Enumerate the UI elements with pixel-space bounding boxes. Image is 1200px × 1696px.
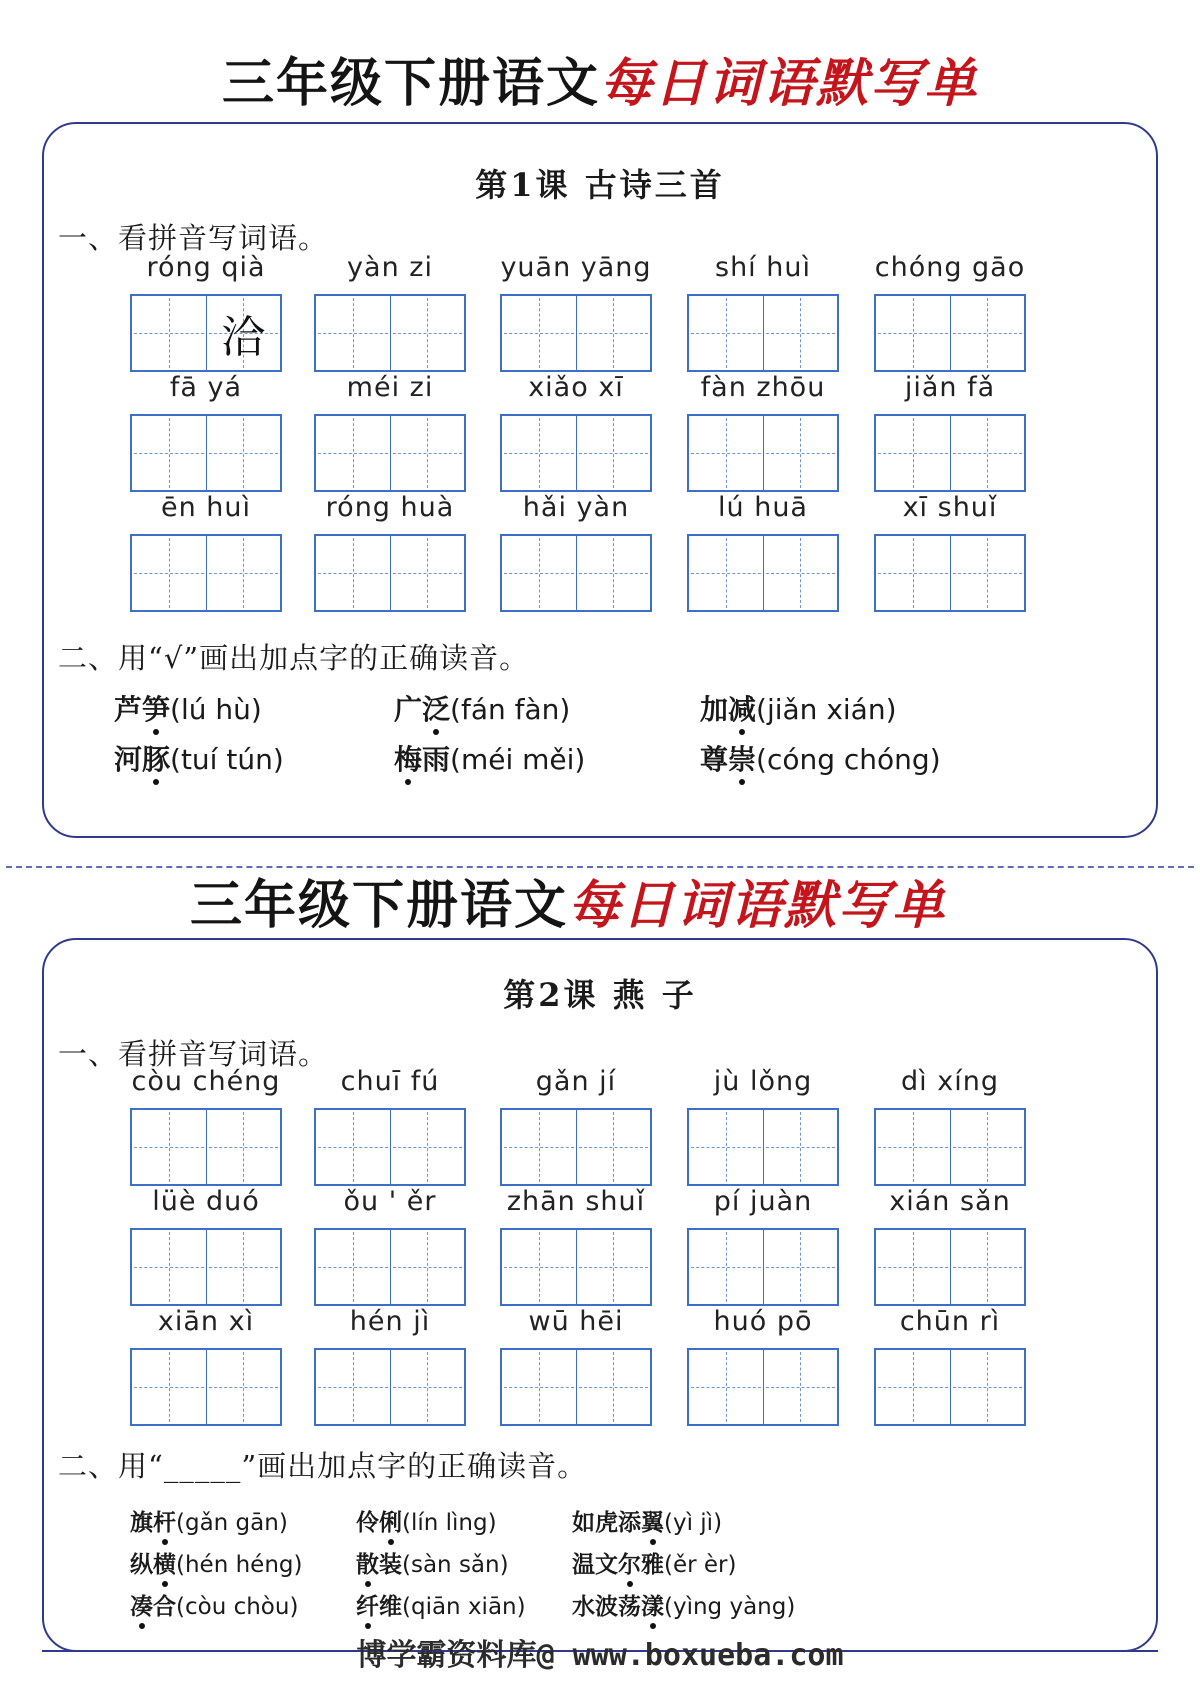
pinyin-label: còu chéng: [131, 1066, 281, 1097]
pinyin-label: gǎn jí: [535, 1066, 617, 1097]
pinyin-label: ǒu ' ěr: [343, 1186, 437, 1217]
tian-zi-cell[interactable]: [502, 536, 577, 610]
dotted-char: 翼: [641, 1509, 664, 1536]
writing-grid[interactable]: [687, 1228, 839, 1306]
writing-grid[interactable]: [687, 294, 839, 372]
tian-zi-cell[interactable]: [951, 296, 1025, 370]
section-1-heading: 一、看拼音写词语。: [58, 1037, 329, 1071]
dotted-char: 纤: [356, 1593, 379, 1620]
reading-choice[interactable]: [114, 688, 262, 728]
tian-zi-cell[interactable]: [391, 1350, 465, 1424]
reading-choice[interactable]: [356, 1504, 497, 1537]
pinyin-label: hén jì: [349, 1306, 431, 1337]
word-part: 纵: [130, 1551, 153, 1578]
tian-zi-cell[interactable]: [316, 416, 391, 490]
reading-choice[interactable]: [356, 1588, 526, 1621]
tian-zi-cell[interactable]: [577, 1230, 651, 1304]
pinyin-options: (cóng chóng): [756, 743, 941, 776]
tian-zi-cell[interactable]: [876, 296, 951, 370]
tian-zi-cell[interactable]: [577, 1350, 651, 1424]
tian-zi-cell[interactable]: [391, 1230, 465, 1304]
tian-zi-cell[interactable]: [951, 416, 1025, 490]
section-2-heading: 二、用“_____”画出加点字的正确读音。: [58, 1449, 588, 1483]
worksheet-1-panel: [42, 122, 1158, 838]
writing-grid[interactable]: [500, 294, 652, 372]
writing-grid[interactable]: [687, 1108, 839, 1186]
pinyin-label: chūn rì: [899, 1306, 1001, 1337]
tian-zi-cell[interactable]: [132, 1230, 207, 1304]
word-part: 如虎添: [572, 1509, 641, 1536]
lesson-1-title: 第1课 古诗三首: [475, 166, 725, 204]
tian-zi-cell[interactable]: [876, 536, 951, 610]
reading-choice[interactable]: [130, 1504, 288, 1537]
reading-choice[interactable]: [572, 1504, 722, 1537]
tian-zi-cell[interactable]: [132, 416, 207, 490]
pinyin-label: fàn zhōu: [700, 372, 826, 403]
pinyin-options: (sàn sǎn): [402, 1552, 509, 1578]
word-part: 旗: [130, 1509, 153, 1536]
pinyin-options: (ěr èr): [664, 1552, 737, 1578]
pinyin-label: lú huā: [718, 492, 808, 523]
word-part: 雨: [422, 743, 451, 776]
pinyin-label: chuī fú: [340, 1066, 440, 1097]
word-part: 广: [394, 693, 423, 726]
tian-zi-cell[interactable]: [502, 296, 577, 370]
pinyin-options: (jiǎn xián): [756, 693, 897, 726]
tian-zi-cell[interactable]: [391, 536, 465, 610]
tian-zi-cell[interactable]: [689, 1110, 764, 1184]
reading-choice[interactable]: [356, 1546, 509, 1579]
pinyin-label: róng huà: [325, 492, 455, 523]
tian-zi-cell[interactable]: [502, 1110, 577, 1184]
word-part: 水波荡: [572, 1593, 641, 1620]
pinyin-label: shí huì: [715, 252, 811, 283]
dotted-char: 崇: [728, 743, 757, 776]
tian-zi-cell[interactable]: [764, 1110, 838, 1184]
pinyin-options: (tuí tún): [170, 743, 284, 776]
footer-watermark: 博学霸资料库@ www.boxueba.com: [356, 1638, 844, 1673]
pinyin-label: ēn huì: [160, 492, 252, 523]
dotted-char: 俐: [379, 1509, 402, 1536]
tian-zi-cell[interactable]: [764, 536, 838, 610]
pinyin-label: pí juàn: [713, 1186, 813, 1217]
dotted-char: 杆: [153, 1509, 176, 1536]
tian-zi-cell[interactable]: [876, 1230, 951, 1304]
pinyin-label: fā yá: [169, 372, 243, 403]
writing-grid[interactable]: [314, 1348, 466, 1426]
writing-grid[interactable]: [314, 1228, 466, 1306]
tian-zi-cell[interactable]: [689, 1230, 764, 1304]
pinyin-label: lüè duó: [152, 1186, 260, 1217]
reading-choice[interactable]: [130, 1546, 302, 1579]
word-part: 河: [114, 743, 143, 776]
pinyin-options: (lú hù): [170, 693, 262, 726]
pinyin-label: xián sǎn: [889, 1186, 1011, 1217]
tian-zi-cell[interactable]: [207, 296, 281, 370]
tian-zi-cell[interactable]: [577, 296, 651, 370]
reading-choice[interactable]: [114, 738, 284, 778]
dotted-char: 横: [153, 1551, 176, 1578]
tian-zi-cell[interactable]: [207, 1110, 281, 1184]
pinyin-options: (còu chòu): [176, 1594, 299, 1620]
section-1-heading: 一、看拼音写词语。: [58, 221, 329, 255]
dotted-char: 梅: [394, 743, 423, 776]
pinyin-options: (fán fàn): [450, 693, 571, 726]
writing-grid[interactable]: [500, 1348, 652, 1426]
pinyin-label: dì xíng: [901, 1066, 999, 1097]
pinyin-options: (lín lìng): [402, 1510, 497, 1536]
dotted-char: 豚: [142, 743, 171, 776]
dotted-char: 泛: [422, 693, 451, 726]
tian-zi-cell[interactable]: [132, 536, 207, 610]
reading-choice[interactable]: [700, 738, 941, 778]
writing-grid[interactable]: [130, 414, 282, 492]
tian-zi-cell[interactable]: [764, 296, 838, 370]
tian-zi-cell[interactable]: [132, 1110, 207, 1184]
writing-grid[interactable]: [874, 414, 1026, 492]
pinyin-label: chóng gāo: [874, 252, 1026, 283]
writing-grid[interactable]: [130, 1348, 282, 1426]
reading-choice[interactable]: [394, 688, 570, 728]
writing-grid[interactable]: [687, 534, 839, 612]
tian-zi-cell[interactable]: [391, 416, 465, 490]
word-part: 合: [153, 1593, 176, 1620]
word-part: 装: [379, 1551, 402, 1578]
writing-grid[interactable]: [500, 1228, 652, 1306]
dotted-char: 减: [728, 693, 757, 726]
worksheet-1-title: [0, 53, 1200, 114]
writing-grid[interactable]: [500, 534, 652, 612]
reading-choice[interactable]: [572, 1588, 795, 1621]
tian-zi-cell[interactable]: [316, 1110, 391, 1184]
title-black-text: 三年级下册语文: [221, 53, 600, 114]
tian-zi-cell[interactable]: [876, 416, 951, 490]
pinyin-label: róng qià: [146, 252, 266, 283]
lesson-2-title: 第2课 燕 子: [503, 976, 697, 1014]
writing-grid[interactable]: [130, 1108, 282, 1186]
tian-zi-cell[interactable]: [391, 296, 465, 370]
dotted-char: 笋: [142, 693, 171, 726]
pinyin-options: (qiān xiān): [402, 1594, 526, 1620]
tian-zi-cell[interactable]: [207, 1350, 281, 1424]
word-part: 伶: [356, 1509, 379, 1536]
pinyin-label: yàn zi: [347, 252, 433, 283]
tian-zi-cell[interactable]: [951, 536, 1025, 610]
writing-grid[interactable]: [500, 414, 652, 492]
word-part: 加: [700, 693, 729, 726]
tian-zi-cell[interactable]: [951, 1350, 1025, 1424]
pinyin-label: xiǎo xī: [528, 372, 624, 403]
writing-grid[interactable]: [874, 1348, 1026, 1426]
tian-zi-cell[interactable]: [577, 1110, 651, 1184]
writing-grid[interactable]: [687, 414, 839, 492]
tian-zi-cell[interactable]: [207, 416, 281, 490]
cell-char: 洽: [221, 312, 266, 363]
tian-zi-cell[interactable]: [207, 1230, 281, 1304]
tian-zi-cell[interactable]: [316, 296, 391, 370]
writing-grid[interactable]: [314, 534, 466, 612]
tian-zi-cell[interactable]: [577, 536, 651, 610]
writing-grid[interactable]: [314, 294, 466, 372]
word-part: 雅: [641, 1551, 664, 1578]
writing-grid[interactable]: [874, 534, 1026, 612]
tian-zi-cell[interactable]: [951, 1110, 1025, 1184]
tian-zi-cell[interactable]: [689, 416, 764, 490]
writing-grid[interactable]: [874, 1228, 1026, 1306]
pinyin-options: (gǎn gān): [176, 1510, 288, 1536]
tian-zi-cell[interactable]: [876, 1350, 951, 1424]
writing-grid[interactable]: [314, 414, 466, 492]
reading-choice[interactable]: [130, 1588, 298, 1621]
word-part: 尊: [700, 743, 729, 776]
tian-zi-cell[interactable]: [391, 1110, 465, 1184]
pinyin-label: huó pō: [713, 1306, 813, 1337]
reading-choice[interactable]: [572, 1546, 736, 1579]
writing-grid[interactable]: [874, 294, 1026, 372]
word-part: 维: [379, 1593, 402, 1620]
pinyin-options: (hén héng): [176, 1552, 303, 1578]
writing-grid[interactable]: [130, 294, 282, 372]
tian-zi-cell[interactable]: [951, 1230, 1025, 1304]
worksheet-2-title: [0, 875, 1168, 936]
word-part: 芦: [114, 693, 143, 726]
tian-zi-cell[interactable]: [316, 536, 391, 610]
dotted-char: 漾: [641, 1593, 664, 1620]
writing-grid[interactable]: [874, 1108, 1026, 1186]
pinyin-label: yuān yāng: [500, 252, 652, 283]
tian-zi-cell[interactable]: [764, 1230, 838, 1304]
tian-zi-cell[interactable]: [132, 296, 207, 370]
tian-zi-cell[interactable]: [577, 416, 651, 490]
dashed-divider: [6, 866, 1194, 868]
worksheet-2-panel: [42, 938, 1158, 1652]
tian-zi-cell[interactable]: [207, 536, 281, 610]
pinyin-label: jiǎn fǎ: [904, 372, 996, 403]
tian-zi-cell[interactable]: [132, 1350, 207, 1424]
writing-grid[interactable]: [687, 1348, 839, 1426]
pinyin-options: (yìng yàng): [664, 1594, 796, 1620]
section-2-heading: 二、用“√”画出加点字的正确读音。: [58, 641, 530, 675]
tian-zi-cell[interactable]: [502, 416, 577, 490]
pinyin-options: (méi měi): [450, 743, 586, 776]
pinyin-label: xiān xì: [157, 1306, 255, 1337]
pinyin-label: wū hēi: [528, 1306, 624, 1337]
dotted-char: 尔: [618, 1551, 641, 1578]
pinyin-label: hǎi yàn: [522, 492, 630, 523]
dotted-char: 散: [356, 1551, 379, 1578]
writing-grid[interactable]: [130, 1228, 282, 1306]
tian-zi-cell[interactable]: [764, 1350, 838, 1424]
tian-zi-cell[interactable]: [764, 416, 838, 490]
tian-zi-cell[interactable]: [876, 1110, 951, 1184]
title-red-text: 每日词语默写单: [568, 875, 947, 936]
tian-zi-cell[interactable]: [502, 1230, 577, 1304]
word-part: 温文: [572, 1551, 618, 1578]
tian-zi-cell[interactable]: [689, 296, 764, 370]
writing-grid[interactable]: [130, 534, 282, 612]
tian-zi-cell[interactable]: [689, 1350, 764, 1424]
title-black-text: 三年级下册语文: [189, 875, 568, 936]
pinyin-label: xī shuǐ: [902, 492, 998, 523]
dotted-char: 凑: [130, 1593, 153, 1620]
pinyin-label: jù lǒng: [713, 1066, 813, 1097]
reading-choice[interactable]: [394, 738, 585, 778]
writing-grid[interactable]: [314, 1108, 466, 1186]
tian-zi-cell[interactable]: [316, 1350, 391, 1424]
reading-choice[interactable]: [700, 688, 897, 728]
pinyin-label: méi zi: [346, 372, 434, 403]
pinyin-options: (yì jì): [664, 1510, 723, 1536]
tian-zi-cell[interactable]: [316, 1230, 391, 1304]
writing-grid[interactable]: [500, 1108, 652, 1186]
pinyin-label: zhān shuǐ: [506, 1186, 646, 1217]
tian-zi-cell[interactable]: [502, 1350, 577, 1424]
title-red-text: 每日词语默写单: [600, 53, 979, 114]
tian-zi-cell[interactable]: [689, 536, 764, 610]
